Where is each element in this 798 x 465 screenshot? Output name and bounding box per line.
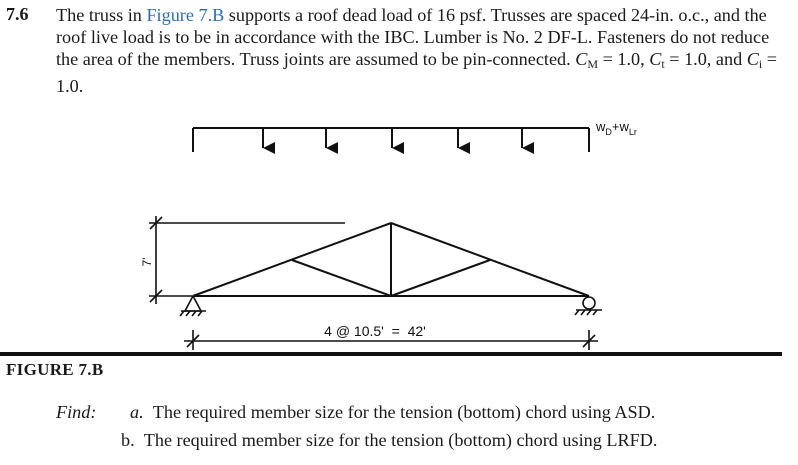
find-item-b-letter: b. [121, 430, 135, 450]
problem-text-2: supports a roof dead load of 16 psf. Trusses are spaced 24-in. o.c., and the roof live load is to be in accordance with the IBC. Lumber is No. 2 DF-L. Fasteners do not reduce the area of the members. Truss joints are assumed to be pin-connected. [56, 5, 770, 69]
figure-divider [0, 352, 782, 356]
find-item-b [121, 430, 657, 451]
web-left-diagonal [292, 260, 391, 296]
span-label: 4 @ 10.5' = 42' [324, 323, 426, 339]
height-dimension [149, 216, 345, 304]
cm-value: = 1.0, [598, 49, 650, 69]
figure-caption: FIGURE 7.B [6, 360, 104, 379]
roller-support [575, 297, 602, 315]
ct-subscript: t [661, 57, 665, 71]
find-item-b-text: The required member size for the tension (bottom) chord using LRFD. [143, 430, 658, 450]
find-item-a-letter: a. [130, 402, 144, 422]
find-item-a [130, 402, 655, 423]
ci-value: = 1.0. [56, 49, 778, 96]
problem-number: 7.6 [6, 4, 29, 24]
cm-symbol: C [575, 49, 588, 69]
ci-symbol: C [746, 49, 759, 69]
find-item-a-text: The required member size for the tension (bottom) chord using ASD. [152, 402, 656, 422]
truss [193, 223, 589, 296]
ci-subscript: i [758, 57, 763, 71]
problem-text-1: The truss in [56, 5, 147, 25]
ct-symbol: C [649, 49, 662, 69]
cm-subscript: M [587, 57, 599, 71]
distributed-load [193, 128, 589, 152]
web-right-diagonal [391, 260, 490, 296]
find-label: Find: [56, 402, 97, 422]
load-label: $w_D+w_{Lr}$ [596, 119, 637, 137]
figure-reference-link[interactable]: Figure 7.B [146, 5, 225, 25]
ct-value: = 1.0, and [664, 49, 747, 69]
height-label: 7' [140, 257, 154, 267]
pin-support [180, 296, 206, 316]
